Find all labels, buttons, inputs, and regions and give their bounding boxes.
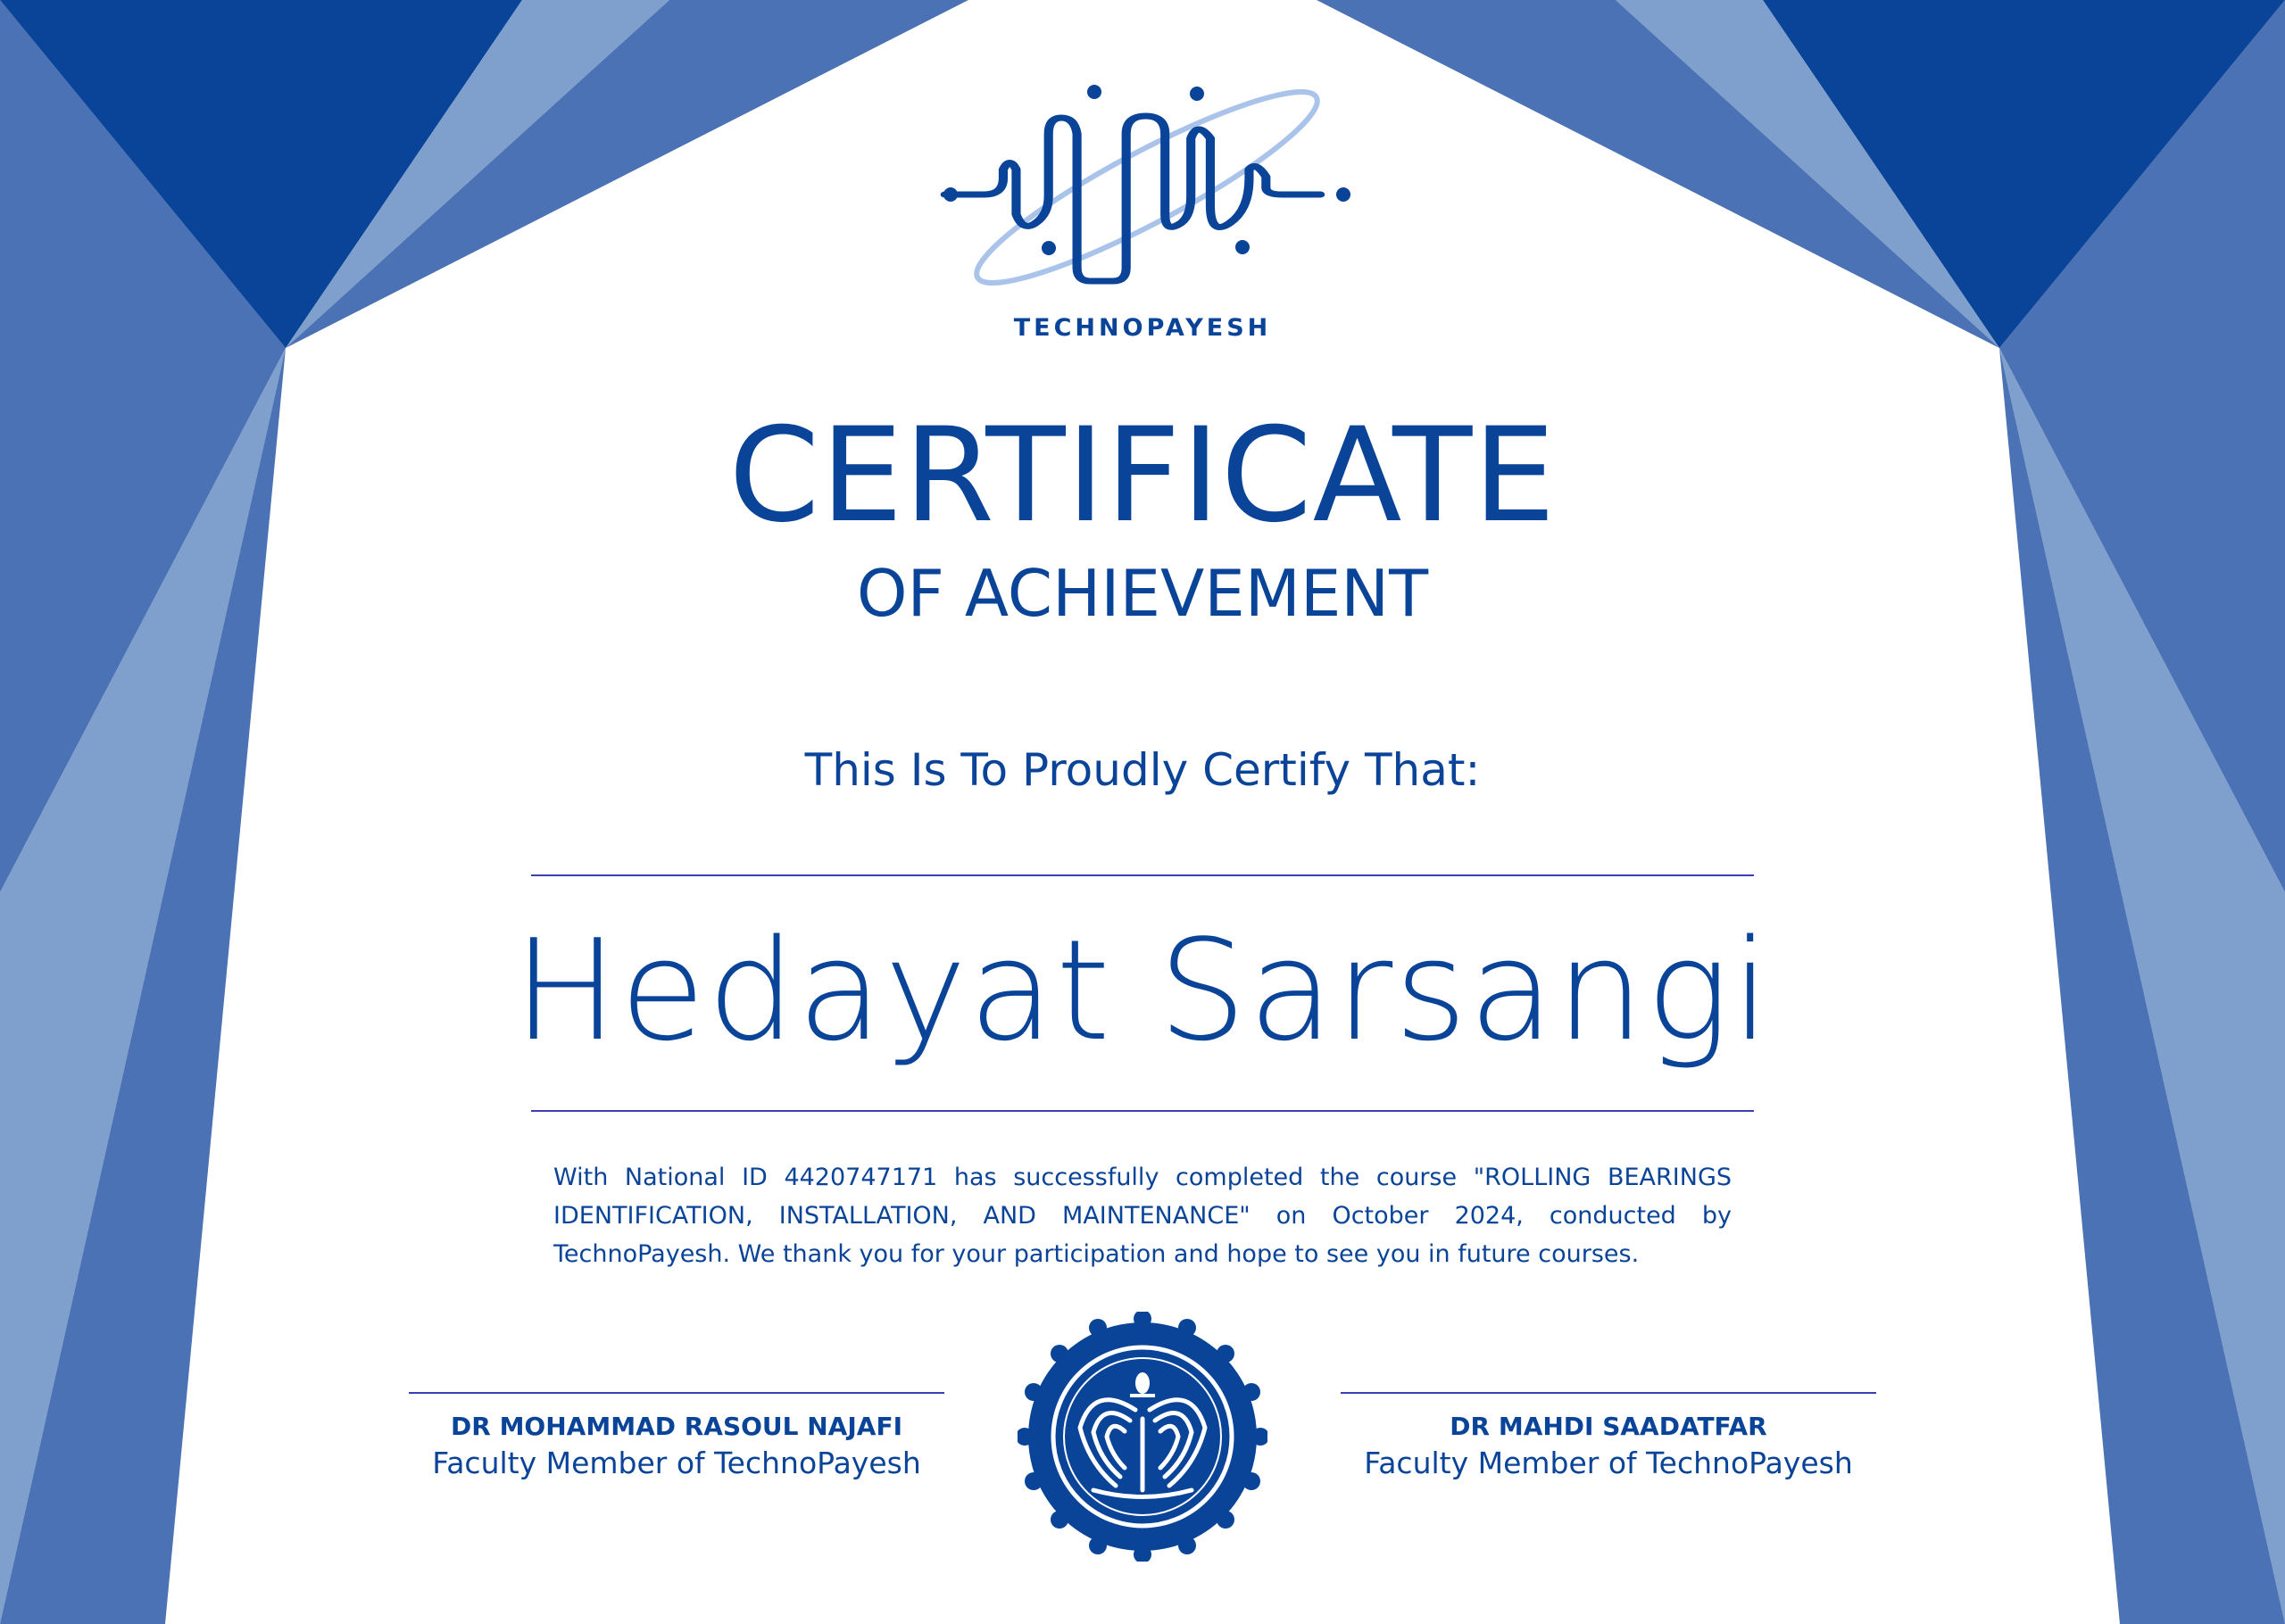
certificate-subtitle: OF ACHIEVEMENT	[856, 556, 1429, 631]
university-seal-icon	[1018, 1312, 1267, 1562]
recipient-bottom-rule	[531, 1110, 1754, 1112]
signatory-left	[409, 1392, 944, 1483]
certify-line: This Is To Proudly Certify That:	[804, 744, 1481, 796]
signatory-name: DR MOHAMMAD RASOUL NAJAFI	[451, 1412, 902, 1441]
signature-line	[1341, 1392, 1876, 1394]
certificate-title: CERTIFICATE	[728, 400, 1557, 551]
signatory-right	[1341, 1392, 1876, 1483]
certificate-body-text: With National ID 4420747171 has successfully completed the course "ROLLING BEARINGS IDENTIFICATION, INSTALLATION, AND MAINTENANCE" on October 2024, conducted by TechnoPayesh. We thank you for your participation and hope to see you in future courses.	[553, 1164, 1732, 1268]
recipient-top-rule	[531, 874, 1754, 876]
recipient-name: Hedayat Sarsangi	[512, 909, 1773, 1072]
signatory-name: DR MAHDI SAADATFAR	[1450, 1412, 1767, 1441]
brand-name: TECHNOPAYESH	[1013, 314, 1272, 342]
signatory-role: Faculty Member of TechnoPayesh	[432, 1446, 921, 1480]
signatory-role: Faculty Member of TechnoPayesh	[1364, 1446, 1853, 1480]
signature-line	[409, 1392, 944, 1394]
technopayesh-logo-icon	[937, 62, 1357, 321]
